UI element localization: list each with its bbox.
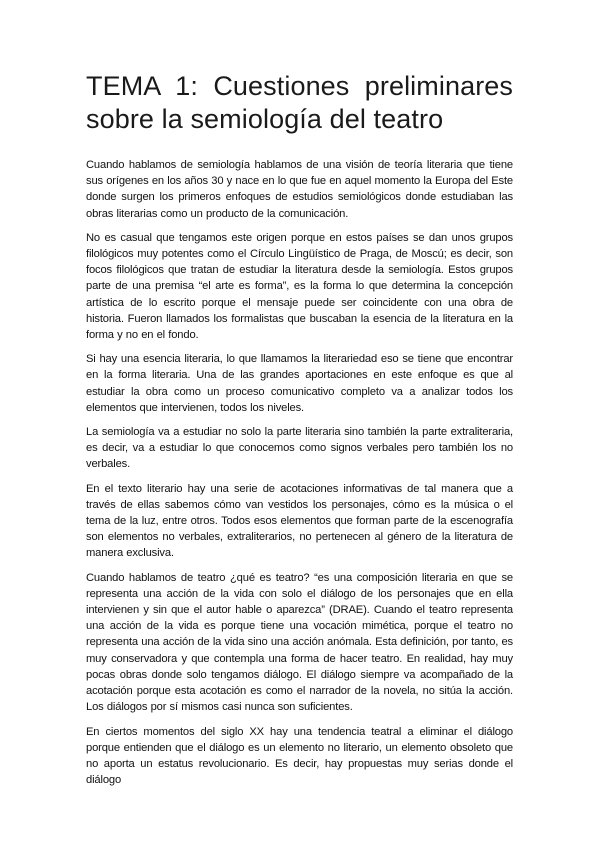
paragraph-2: No es casual que tengamos este origen porque en estos países se dan unos grupos filológicos muy potentes como el Círculo Lingüístico de Praga, de Moscú; es decir, son focos filológicos que tratan de estudiar la literatura desde la semiología. Estos grupos parte de una premisa “el arte es forma”, es la forma lo que determina la concepción artística de lo escrito porque el mensaje puede ser coincidente con una obra de historia. Fueron llamados los formalistas que buscaban la esencia de la literatura en la forma y no en el fondo. xyxy=(86,231,513,342)
paragraph-3: Si hay una esencia literaria, lo que llamamos la literariedad eso se tiene que encontrar en la forma literaria. Una de las grandes aportaciones en este enfoque es que al estudiar la obra como un proceso comunicativo completo va a analizar todos los elementos que intervienen, todos los niveles. xyxy=(86,353,513,414)
paragraph-6: Cuando hablamos de teatro ¿qué es teatro? “es una composición literaria en que se representa una acción de la vida con solo el diálogo de los personajes que en ella intervienen y sin que el autor hable o aparezca” (DRAE). Cuando el teatro representa una acción de la vida es porque tiene una vocación mimética, porque el teatro no representa una acción de la vida sino una acción anómala. Esta definición, por tanto, es muy conservadora y que contempla una forma de hacer teatro. En realidad, hay muy pocas obras donde solo tengamos diálogo. El diálogo siempre va acompañado de la acotación porque esta acotación es como el narrador de la novela, no sitúa la acción. Los diálogos por sí mismos casi nunca son suficientes. xyxy=(86,571,513,714)
paragraph-4: La semiología va a estudiar no solo la parte literaria sino también la parte extraliteraria, es decir, va a estudiar lo que conocemos como signos verbales pero también los no verbales. xyxy=(86,426,513,471)
paragraph-5: En el texto literario hay una serie de acotaciones informativas de tal manera que a través de ellas sabemos cómo van vestidos los personajes, cómo es la música o el tema de la luz, entre otros. Todos esos elementos que forman parte de la escenografía son elementos no verbales, extraliterarios, no pertenecen al género de la literatura de manera exclusiva. xyxy=(86,482,513,560)
paragraph-1: Cuando hablamos de semiología hablamos de una visión de teoría literaria que tiene sus orígenes en los años 30 y nace en lo que fue en aquel momento la Europa del Este donde surgen los primeros enfoques de estudios semiológicos donde estudiaban las obras literarias como un producto de la comunicación. xyxy=(86,159,513,220)
page-title: TEMA 1: Cuestiones preliminares sobre la semiología del teatro xyxy=(86,71,513,134)
document-page xyxy=(86,70,513,796)
paragraph-7: En ciertos momentos del siglo XX hay una tendencia teatral a eliminar el diálogo porque entienden que el diálogo es un elemento no literario, un elemento obsoleto que no aporta un estatus revolucionario. Es decir, hay propuestas muy serias donde el diálogo xyxy=(86,725,513,787)
